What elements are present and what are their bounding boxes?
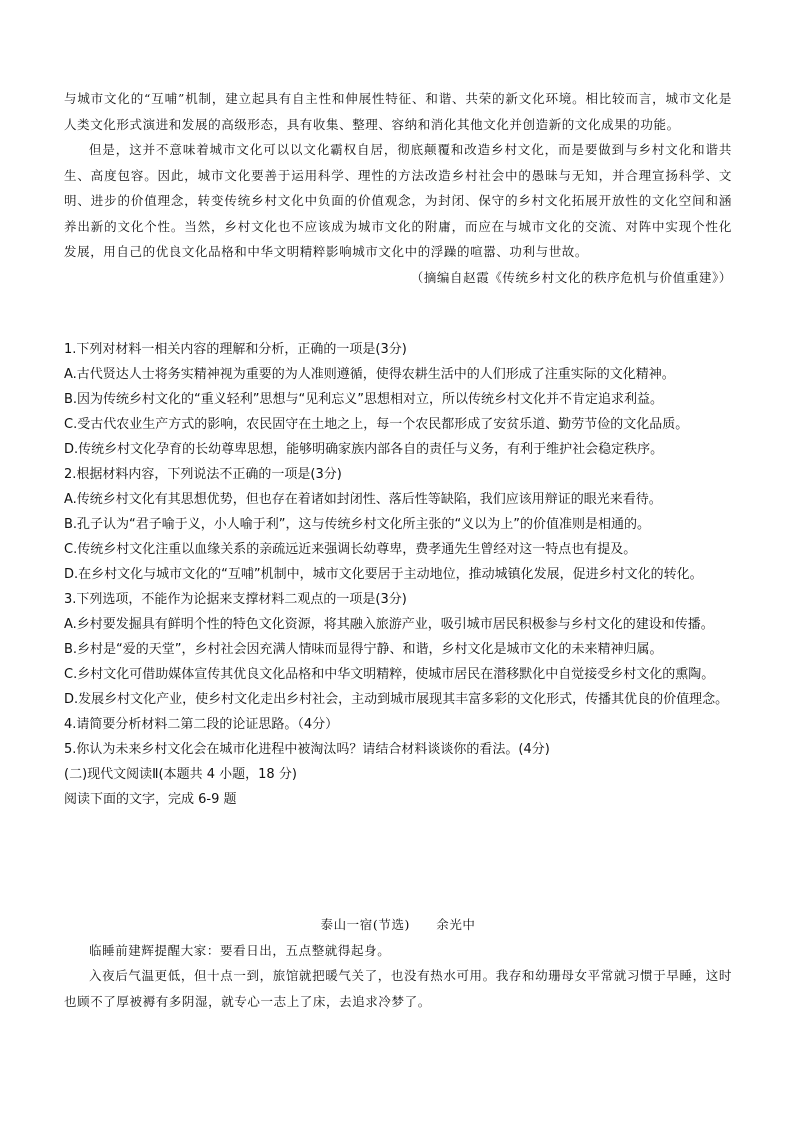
question-stem: 4.请简要分析材料二第二段的论证思路。（4分） [64,717,339,732]
material-two-body [64,86,732,290]
option-a: A.传统乡村文化有其思想优势，但也存在着诸如封闭性、落后性等缺陷，我们应该用辩证的眼光来看待。 [64,492,662,507]
option-a: A.古代贤达人士将务实精神视为重要的为人准则遵循，使得农耕生活中的人们形成了注重实际的文化精神。 [64,367,675,382]
option-b: B.乡村是“爱的天堂”，乡村社会因充满人情味而显得宁静、和谐，乡村文化是城市文化的未来精神归属。 [64,642,663,657]
question-stem: 3.下列选项，不能作为论据来支撑材料二观点的一项是(3分) [64,592,407,607]
option-d: D.在乡村文化与城市文化的“互哺”机制中，城市文化要居于主动地位，推动城镇化发展，促进乡村文化的转化。 [64,567,703,582]
option-d: D.传统乡村文化孕育的长幼尊卑思想，能够明确家族内部各自的责任与义务，有利于维护社会稳定秩序。 [64,442,664,457]
question-stem: 1.下列对材料一相关内容的理解和分析，正确的一项是(3分) [64,342,407,357]
passage-section [64,912,732,1014]
option-b: B.因为传统乡村文化的“重义轻利”思想与“见利忘义”思想相对立，所以传统乡村文化并不肯定追求利益。 [64,392,663,407]
material-paragraph: 但是，这并不意味着城市文化可以以文化霸权自居，彻底颠覆和改造乡村文化，而是要做到与乡村文化和谐共生、高度包容。因此，城市文化要善于运用科学、理性的方法改造乡村社会中的愚昧与无知，并合理宣扬科学、文明、进步的价值理念，转变传统乡村文化中负面的价值观念，为封闭、保守的乡村文化拓展开放性的文化空间和涵养出新的文化个性。当然，乡村文化也不应该成为城市文化的附庸，而应在与城市文化的交流、对阵中实现个性化发展，用自己的优良文化品格和中华文明精粹影响城市文化中的浮躁的喧嚣、功利与世故。 [64,142,732,259]
question-stem: 5.你认为未来乡村文化会在城市化进程中被淘汰吗？请结合材料谈谈你的看法。(4分) [64,742,550,757]
option-c: C.传统乡村文化注重以血缘关系的亲疏远近来强调长幼尊卑，费孝通先生曾经对这一特点也有提及。 [64,542,637,557]
questions-section [64,337,732,812]
material-source: （摘编自赵霞《传统乡村文化的秩序危机与价值重建》） [410,269,732,285]
material-paragraph: 与城市文化的“互哺”机制，建立起具有自主性和伸展性特征、和谐、共荣的新文化环境。相比较而言，城市文化是人类文化形式演进和发展的高级形态，具有收集、整理、容纳和消化其他文化并创造新的文化成果的功能。 [64,91,732,132]
passage-title: 泰山一宿(节选) 余光中 [320,917,476,932]
option-b: B.孔子认为“君子喻于义，小人喻于利”，这与传统乡村文化所主张的“义以为上”的价值准则是相通的。 [64,517,650,532]
option-c: C.乡村文化可借助媒体宣传其优良文化品格和中华文明精粹，使城市居民在潜移默化中自觉接受乡村文化的熏陶。 [64,667,715,682]
section-heading: (二)现代文阅读Ⅱ(本题共 4 小题，18 分) [64,767,297,782]
option-a: A.乡村要发掘具有鲜明个性的特色文化资源，将其融入旅游产业，吸引城市居民积极参与乡村文化的建设和传播。 [64,617,714,632]
option-c: C.受古代农业生产方式的影响，农民固守在土地之上，每一个农民都形成了安贫乐道、勤劳节俭的文化品质。 [64,417,689,432]
option-d: D.发展乡村文化产业，使乡村文化走出乡村社会，主动到城市展现其丰富多彩的文化形式，传播其优良的价值理念。 [64,692,729,707]
passage-paragraph: 临睡前建辉提醒大家：要看日出，五点整就得起身。 [89,942,391,958]
question-stem: 2.根据材料内容，下列说法不正确的一项是(3分) [64,467,342,482]
section-instruction: 阅读下面的文字，完成 6-9 题 [64,792,237,807]
passage-paragraph: 入夜后气温更低，但十点一到，旅馆就把暖气关了，也没有热水可用。我存和幼珊母女平常就习惯于早睡，这时也顾不了厚被褥有多阴湿，就专心一志上了床，去追求冷梦了。 [64,968,732,1009]
